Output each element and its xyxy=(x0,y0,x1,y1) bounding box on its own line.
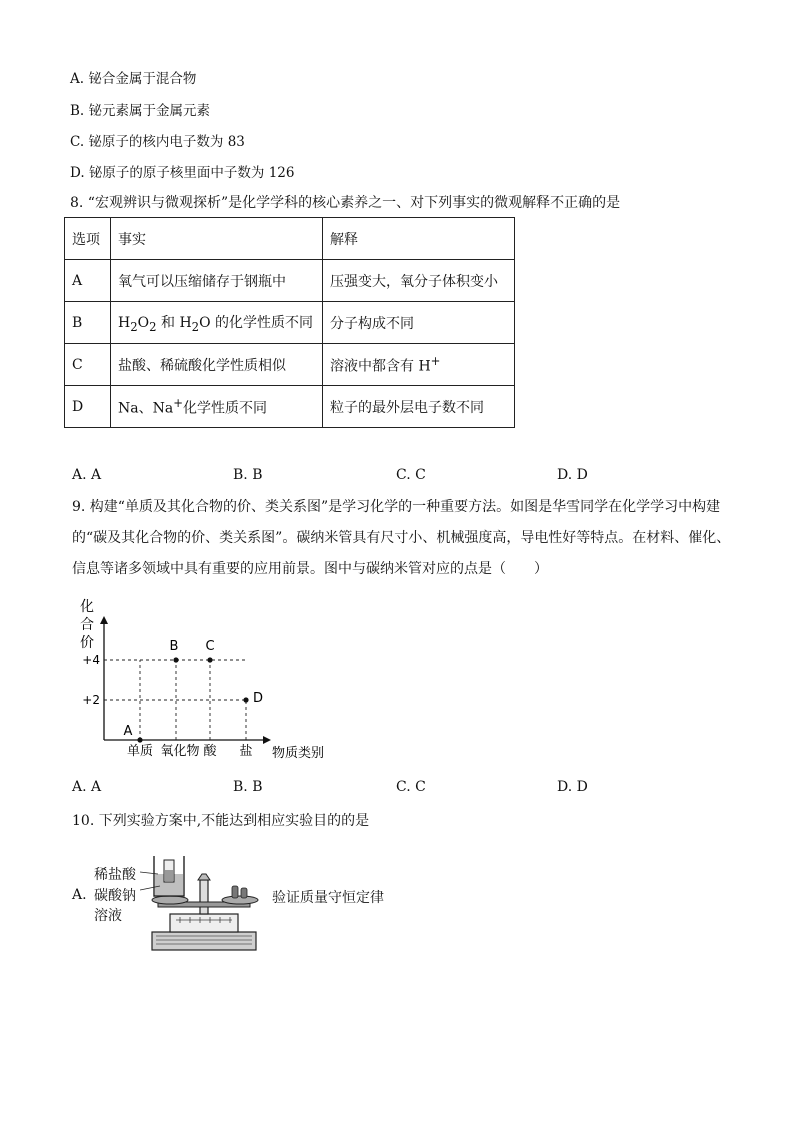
subscript: 2 xyxy=(149,319,157,334)
q8-table xyxy=(64,217,515,428)
fact-text: 化学性质不同 xyxy=(182,400,267,417)
leader-line xyxy=(140,872,158,874)
row-option: B xyxy=(65,302,111,344)
valence-class-chart xyxy=(60,592,350,772)
row-fact: 氧气可以压缩储存于钢瓶中 xyxy=(111,260,323,302)
balance-pointer xyxy=(198,874,210,880)
left-pan xyxy=(152,896,188,904)
table-row xyxy=(65,386,515,428)
balance-apparatus-illustration xyxy=(140,850,270,955)
x-axis-arrow xyxy=(263,736,271,744)
q8-answer-c: C. C xyxy=(396,467,426,483)
q9-answer-a: A. A xyxy=(72,779,102,795)
y-axis-arrow xyxy=(100,616,108,624)
category-label: 氧化物 xyxy=(160,744,200,759)
row-option: C xyxy=(65,344,111,386)
row-fact: 盐酸、稀硫酸化学性质相似 xyxy=(111,344,323,386)
weight xyxy=(241,888,247,898)
q7-option-b: B. 铋元素属于金属元素 xyxy=(70,103,211,119)
table-row xyxy=(65,302,515,344)
row-option: D xyxy=(65,386,111,428)
q10-option-letter: A. xyxy=(72,887,87,903)
table-row xyxy=(65,344,515,386)
q7-option-a: A. 铋合金属于混合物 xyxy=(70,71,197,87)
row-fact xyxy=(111,386,323,428)
label-sodium-carbonate: 碳酸钠 xyxy=(94,888,136,904)
header-option: 选项 xyxy=(65,218,111,260)
table-row xyxy=(65,260,515,302)
header-fact: 事实 xyxy=(111,218,323,260)
tube-liquid xyxy=(165,870,173,881)
category-label: 盐 xyxy=(239,744,253,759)
data-point-d xyxy=(243,697,248,702)
weight xyxy=(232,886,238,898)
balance-base xyxy=(152,932,256,950)
right-pan xyxy=(222,896,258,904)
y-tick-label: +4 xyxy=(82,653,100,667)
q8-answer-a: A. A xyxy=(72,467,102,483)
superscript: + xyxy=(173,395,183,410)
data-point-c xyxy=(207,657,212,662)
q9-answer-d: D. D xyxy=(557,779,588,795)
fact-text: H xyxy=(118,314,131,331)
category-label: 单质 xyxy=(126,744,154,759)
row-fact xyxy=(111,302,323,344)
subscript: 2 xyxy=(191,319,200,334)
header-explanation: 解释 xyxy=(323,218,515,260)
x-axis-title: 物质类别 xyxy=(271,746,325,761)
point-label: D xyxy=(252,691,264,706)
q9-stem: 9. 构建“单质及其化合物的价、类关系图”是学习化学的一种重要方法。如图是华雪同学在化学学习中构建的“碳及其化合物的价、类关系图”。碳纳米管具有尺寸小、机械强度高，导电性好等特点。在材料、催化、信息等诸多领域中具有重要的应用前景。图中与碳纳米管对应的点是（ ） xyxy=(72,499,731,577)
category-label: 酸 xyxy=(203,744,217,759)
q9-answer-c: C. C xyxy=(396,779,426,795)
row-explanation: 分子构成不同 xyxy=(323,302,515,344)
fact-text: 和 H xyxy=(156,314,192,331)
point-label: C xyxy=(205,639,215,654)
explanation-text: 溶液中都含有 H xyxy=(330,358,431,375)
q9-answer-b: B. B xyxy=(233,779,263,795)
data-point-b xyxy=(173,657,178,662)
table-header-row xyxy=(65,218,515,260)
q10-stem: 10. 下列实验方案中,不能达到相应实验目的的是 xyxy=(72,813,370,829)
point-label: A xyxy=(123,724,133,739)
subscript: 2 xyxy=(130,319,138,334)
q7-option-d: D. 铋原子的原子核里面中子数为 126 xyxy=(70,165,295,181)
fact-text: Na、Na xyxy=(118,400,174,417)
ylabel-char: 化 xyxy=(80,599,94,615)
ylabel-char: 价 xyxy=(80,635,94,651)
fact-text: O xyxy=(137,314,150,331)
balance-post xyxy=(200,880,208,914)
q10-purpose: 验证质量守恒定律 xyxy=(272,890,384,906)
q8-answer-d: D. D xyxy=(557,467,588,483)
superscript: + xyxy=(430,353,441,368)
q7-option-c: C. 铋原子的核内电子数为 83 xyxy=(70,134,245,150)
fact-text: O 的化学性质不同 xyxy=(199,314,314,331)
point-label: B xyxy=(169,639,179,654)
row-explanation: 粒子的最外层电子数不同 xyxy=(323,386,515,428)
q8-stem: 8. “宏观辨识与微观探析”是化学学科的核心素养之一、对下列事实的微观解释不正确的是 xyxy=(70,195,621,211)
label-dilute-hcl: 稀盐酸 xyxy=(94,867,136,883)
row-explanation xyxy=(323,344,515,386)
y-tick-label: +2 xyxy=(82,693,100,707)
ylabel-char: 合 xyxy=(80,617,94,633)
data-point-a xyxy=(137,737,142,742)
row-option: A xyxy=(65,260,111,302)
row-explanation: 压强变大，氧分子体积变小 xyxy=(323,260,515,302)
label-solution: 溶液 xyxy=(94,908,122,924)
q8-answer-b: B. B xyxy=(233,467,263,483)
